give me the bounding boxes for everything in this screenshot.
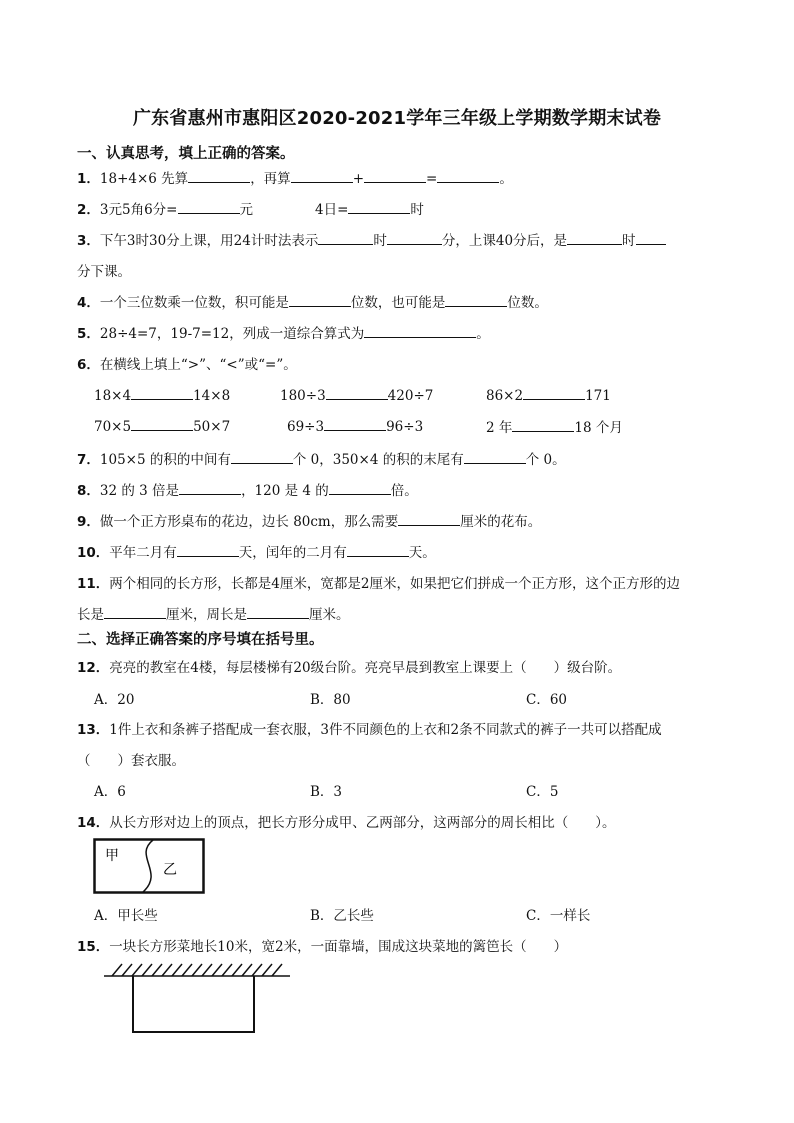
question-13: [77, 718, 662, 738]
answer-blank[interactable]: [329, 480, 391, 495]
question-text: 。: [499, 171, 513, 187]
question-7: [77, 448, 566, 468]
option-a[interactable]: A．甲长些: [94, 908, 158, 924]
question-text: 一块长方形菜地长10米，宽2米，一面靠墙，围成这块菜地的篱笆长（ ）: [109, 939, 568, 955]
question-text: ，再算: [250, 171, 291, 187]
question-text: 个 0。: [525, 452, 566, 468]
compare-right: 18 个月: [574, 420, 623, 436]
question-4: [77, 291, 548, 311]
option-c[interactable]: C．60: [526, 692, 568, 708]
wall-garden-figure: [100, 962, 292, 1034]
option-c[interactable]: C．5: [526, 784, 559, 800]
question-10: [77, 541, 436, 561]
question-text: 位数，也可能是: [350, 295, 446, 311]
question-text: +: [352, 171, 364, 187]
question-text: 厘米，周长是: [166, 607, 247, 623]
compare-item: [280, 385, 433, 404]
question-1: [77, 167, 513, 187]
compare-item: [94, 385, 230, 404]
question-12: [77, 656, 621, 676]
question-text: 个 0，350×4 的积的末尾有: [292, 452, 464, 468]
question-text: 亮亮的教室在4楼，每层楼梯有20级台阶。亮亮早晨到教室上课要上（ ）级台阶。: [109, 660, 622, 676]
option-b[interactable]: B．80: [310, 692, 351, 708]
question-number: 13．: [77, 722, 110, 738]
question-text: 天，闰年的二月有: [238, 545, 347, 561]
question-text: 18+4×6 先算: [99, 171, 189, 187]
compare-left: 70×5: [94, 419, 132, 435]
answer-blank[interactable]: [387, 230, 442, 245]
option-b[interactable]: B．乙长些: [310, 908, 374, 924]
question-number: 6．: [77, 357, 100, 373]
question-text: 。: [476, 326, 490, 342]
figure-label-left: 甲: [105, 848, 119, 864]
wall-hatching: [104, 964, 290, 976]
question-text: 时: [373, 233, 387, 249]
question-13-cont: [77, 749, 185, 769]
question-number: 8．: [77, 483, 100, 499]
question-number: 12．: [77, 660, 110, 676]
question-text: 天。: [408, 545, 436, 561]
question-text: 厘米的花布。: [460, 514, 542, 530]
answer-blank[interactable]: [445, 292, 507, 307]
fence-outline: [133, 976, 254, 1032]
question-number: 11．: [77, 576, 110, 592]
compare-right: 420÷7: [387, 388, 434, 404]
question-11-cont: [77, 603, 350, 623]
question-number: 3．: [77, 233, 100, 249]
question-number: 10．: [77, 545, 110, 561]
answer-blank[interactable]: [131, 385, 193, 400]
option-b[interactable]: B．3: [310, 784, 343, 800]
question-6: [77, 353, 297, 373]
question-14: [77, 811, 616, 831]
answer-blank[interactable]: [178, 199, 240, 214]
question-text: 时: [410, 202, 424, 218]
compare-right: 14×8: [193, 388, 231, 404]
question-text: 做一个正方形桌布的花边，边长 80cm，那么需要: [99, 514, 399, 530]
question-text: 105×5 的积的中间有: [99, 452, 231, 468]
question-number: 7．: [77, 452, 100, 468]
question-text: 4日=: [315, 202, 349, 218]
question-text: 倍。: [390, 483, 418, 499]
answer-blank[interactable]: [464, 449, 526, 464]
compare-right: 96÷3: [386, 419, 424, 435]
answer-blank[interactable]: [247, 604, 309, 619]
question-3-cont: [77, 260, 131, 280]
answer-blank[interactable]: [104, 604, 166, 619]
question-text: 32 的 3 倍是: [99, 483, 180, 499]
answer-blank[interactable]: [348, 199, 410, 214]
answer-blank[interactable]: [131, 416, 193, 431]
question-number: 14．: [77, 815, 110, 831]
answer-blank[interactable]: [179, 480, 241, 495]
answer-blank[interactable]: [636, 230, 666, 245]
compare-item: [486, 385, 611, 404]
answer-blank[interactable]: [567, 230, 622, 245]
question-9: [77, 510, 541, 530]
answer-blank[interactable]: [326, 385, 388, 400]
answer-blank[interactable]: [364, 323, 476, 338]
question-5: [77, 322, 490, 342]
compare-left: 18×4: [94, 388, 132, 404]
question-text: 长是: [77, 607, 104, 623]
question-text: 1件上衣和条裤子搭配成一套衣服，3件不同颜色的上衣和2条不同款式的裤子一共可以搭配成: [109, 722, 662, 738]
answer-blank[interactable]: [398, 511, 460, 526]
question-number: 5．: [77, 326, 100, 342]
question-text: 在横线上填上“>”、“<”或“=”。: [99, 357, 297, 373]
question-text: 厘米。: [309, 607, 350, 623]
compare-left: 69÷3: [287, 419, 325, 435]
question-text: 分，上课40分后，是: [441, 233, 568, 249]
section-1-heading: 一、认真思考，填上正确的答案。: [77, 146, 295, 162]
question-15: [77, 935, 567, 955]
question-text: 从长方形对边上的顶点，把长方形分成甲、乙两部分，这两部分的周长相比（ ）。: [109, 815, 616, 831]
compare-right: 50×7: [193, 419, 231, 435]
answer-blank[interactable]: [324, 416, 386, 431]
answer-blank[interactable]: [364, 168, 426, 183]
compare-right: 171: [585, 388, 611, 404]
question-text: =: [426, 171, 438, 187]
answer-blank[interactable]: [437, 168, 499, 183]
rectangle-split-figure: [93, 838, 205, 894]
question-text: 位数。: [507, 295, 548, 311]
question-8: [77, 479, 418, 499]
compare-left: 2 年: [486, 420, 513, 436]
question-number: 15．: [77, 939, 110, 955]
question-text: 3元5角6分=: [99, 202, 178, 218]
question-text: 28÷4=7，19-7=12，列成一道综合算式为: [99, 326, 365, 342]
answer-blank[interactable]: [177, 542, 239, 557]
option-c[interactable]: C．一样长: [526, 908, 591, 924]
question-11: [77, 572, 680, 592]
question-text: 一个三位数乘一位数，积可能是: [99, 295, 289, 311]
answer-blank[interactable]: [318, 230, 373, 245]
option-a[interactable]: A．6: [94, 784, 126, 800]
answer-blank[interactable]: [512, 417, 574, 432]
answer-blank[interactable]: [289, 292, 351, 307]
answer-blank[interactable]: [291, 168, 353, 183]
question-text: 两个相同的长方形，长都是4厘米，宽都是2厘米，如果把它们拼成一个正方形，这个正方形的边: [109, 576, 680, 592]
question-3: [77, 229, 666, 249]
compare-item: [486, 416, 623, 436]
option-a[interactable]: A．20: [94, 692, 135, 708]
compare-left: 180÷3: [280, 388, 326, 404]
question-text: 平年二月有: [109, 545, 177, 561]
question-text: 分下课。: [77, 264, 131, 280]
split-curve: [143, 840, 153, 892]
figure-label-right: 乙: [163, 862, 177, 878]
answer-blank[interactable]: [188, 168, 250, 183]
question-number: 2．: [77, 202, 100, 218]
question-number: 1．: [77, 171, 100, 187]
question-number: 9．: [77, 514, 100, 530]
section-2-heading: 二、选择正确答案的序号填在括号里。: [77, 632, 324, 648]
answer-blank[interactable]: [523, 385, 585, 400]
compare-item: [94, 416, 230, 435]
question-text: 下午3时30分上课，用24计时法表示: [99, 233, 319, 249]
page-title: 广东省惠州市惠阳区2020-2021学年三年级上学期数学期末试卷: [132, 108, 662, 129]
question-text: ，120 是 4 的: [241, 483, 329, 499]
question-text: （ ）套衣服。: [77, 753, 185, 769]
question-text: 时: [622, 233, 636, 249]
question-2: [77, 198, 424, 218]
answer-blank[interactable]: [347, 542, 409, 557]
compare-left: 86×2: [486, 388, 524, 404]
compare-item: [287, 416, 423, 435]
question-text: 元: [239, 202, 253, 218]
question-number: 4．: [77, 295, 100, 311]
answer-blank[interactable]: [231, 449, 293, 464]
